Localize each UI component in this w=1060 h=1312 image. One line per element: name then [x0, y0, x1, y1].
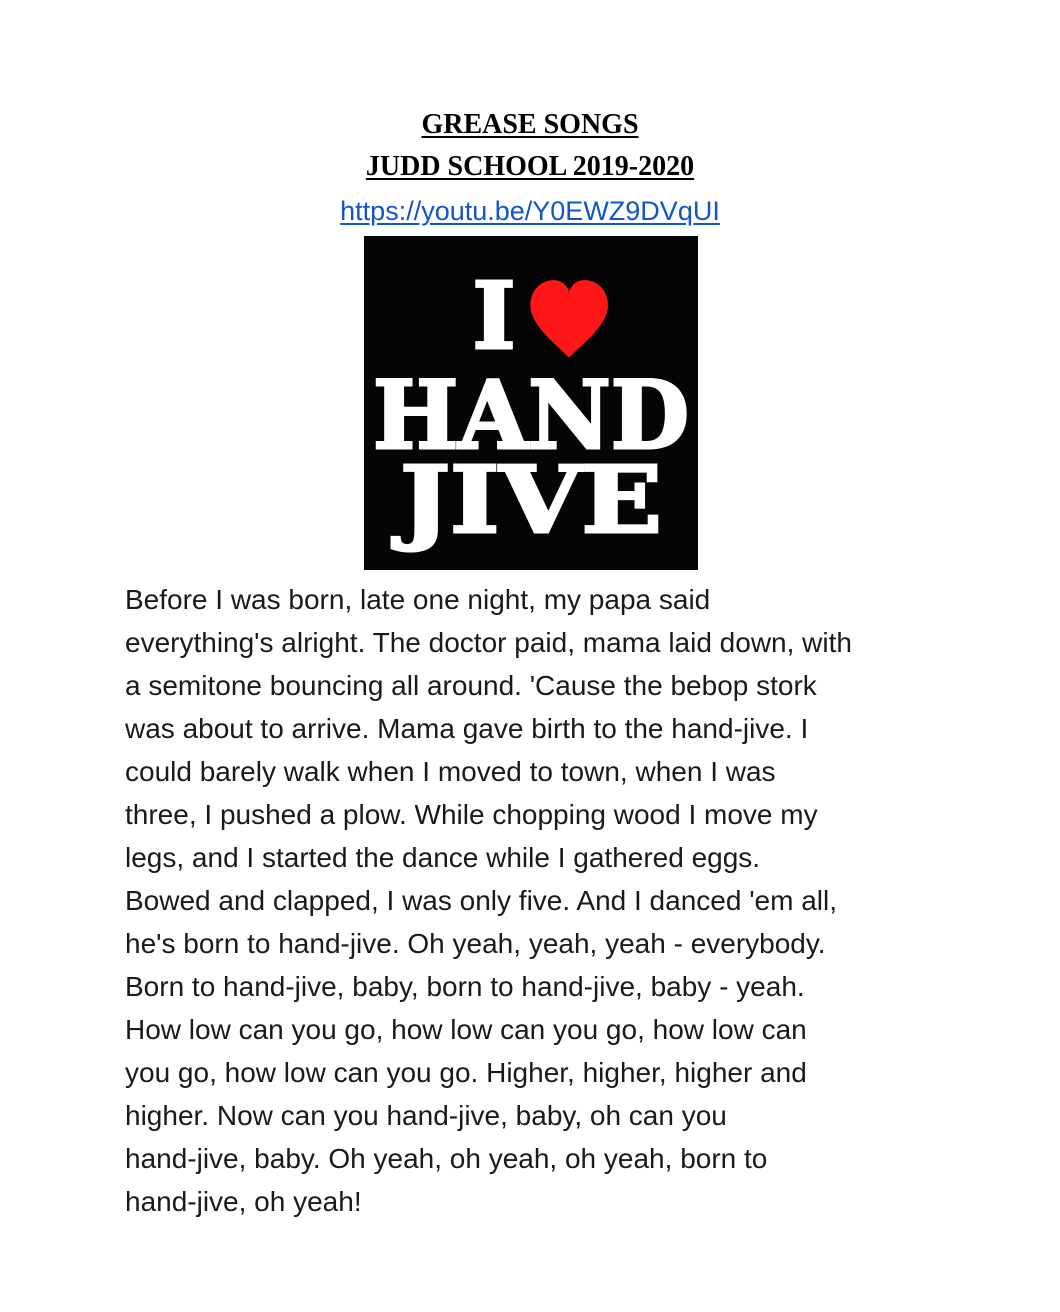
lyric-line: Before I was born, late one night, my papa said	[125, 584, 711, 615]
lyric-line: How low can you go, how low can you go, how low can	[125, 1014, 807, 1045]
lyric-line: legs, and I started the dance while I gathered eggs.	[125, 842, 761, 873]
lyric-line: higher. Now can you hand-jive, baby, oh can you	[125, 1100, 727, 1131]
document-subtitle: JUDD SCHOOL 2019-2020	[365, 151, 695, 182]
hand-jive-logo	[364, 236, 698, 570]
lyric-line: a semitone bouncing all around. 'Cause the bebop stork	[125, 670, 817, 701]
lyric-line: he's born to hand-jive. Oh yeah, yeah, yeah - everybody.	[125, 928, 826, 959]
lyric-line: three, I pushed a plow. While chopping wood I move my	[125, 799, 818, 830]
logo-word-hand: HAND	[373, 361, 689, 471]
lyric-line: was about to arrive. Mama gave birth to the hand-jive. I	[125, 713, 809, 744]
lyric-line: Bowed and clapped, I was only five. And I danced 'em all,	[125, 885, 838, 916]
document-title: GREASE SONGS	[421, 109, 639, 140]
lyric-line: hand-jive, baby. Oh yeah, oh yeah, oh yeah, born to	[125, 1143, 768, 1174]
lyric-line: Born to hand-jive, baby, born to hand-jive, baby - yeah.	[125, 971, 805, 1002]
lyrics-paragraph	[125, 578, 955, 1223]
lyric-line: hand-jive, oh yeah!	[125, 1186, 362, 1217]
lyric-line: everything's alright. The doctor paid, mama laid down, with	[125, 627, 852, 658]
hand-jive-logo-graphic	[364, 236, 698, 570]
youtube-link[interactable]: https://youtu.be/Y0EWZ9DVqUI	[340, 196, 720, 226]
logo-word-jive: JIVE	[391, 446, 662, 554]
lyric-line: you go, how low can you go. Higher, higher, higher and	[125, 1057, 807, 1088]
lyric-line: could barely walk when I moved to town, when I was	[125, 756, 776, 787]
logo-letter-i: I	[472, 262, 516, 370]
